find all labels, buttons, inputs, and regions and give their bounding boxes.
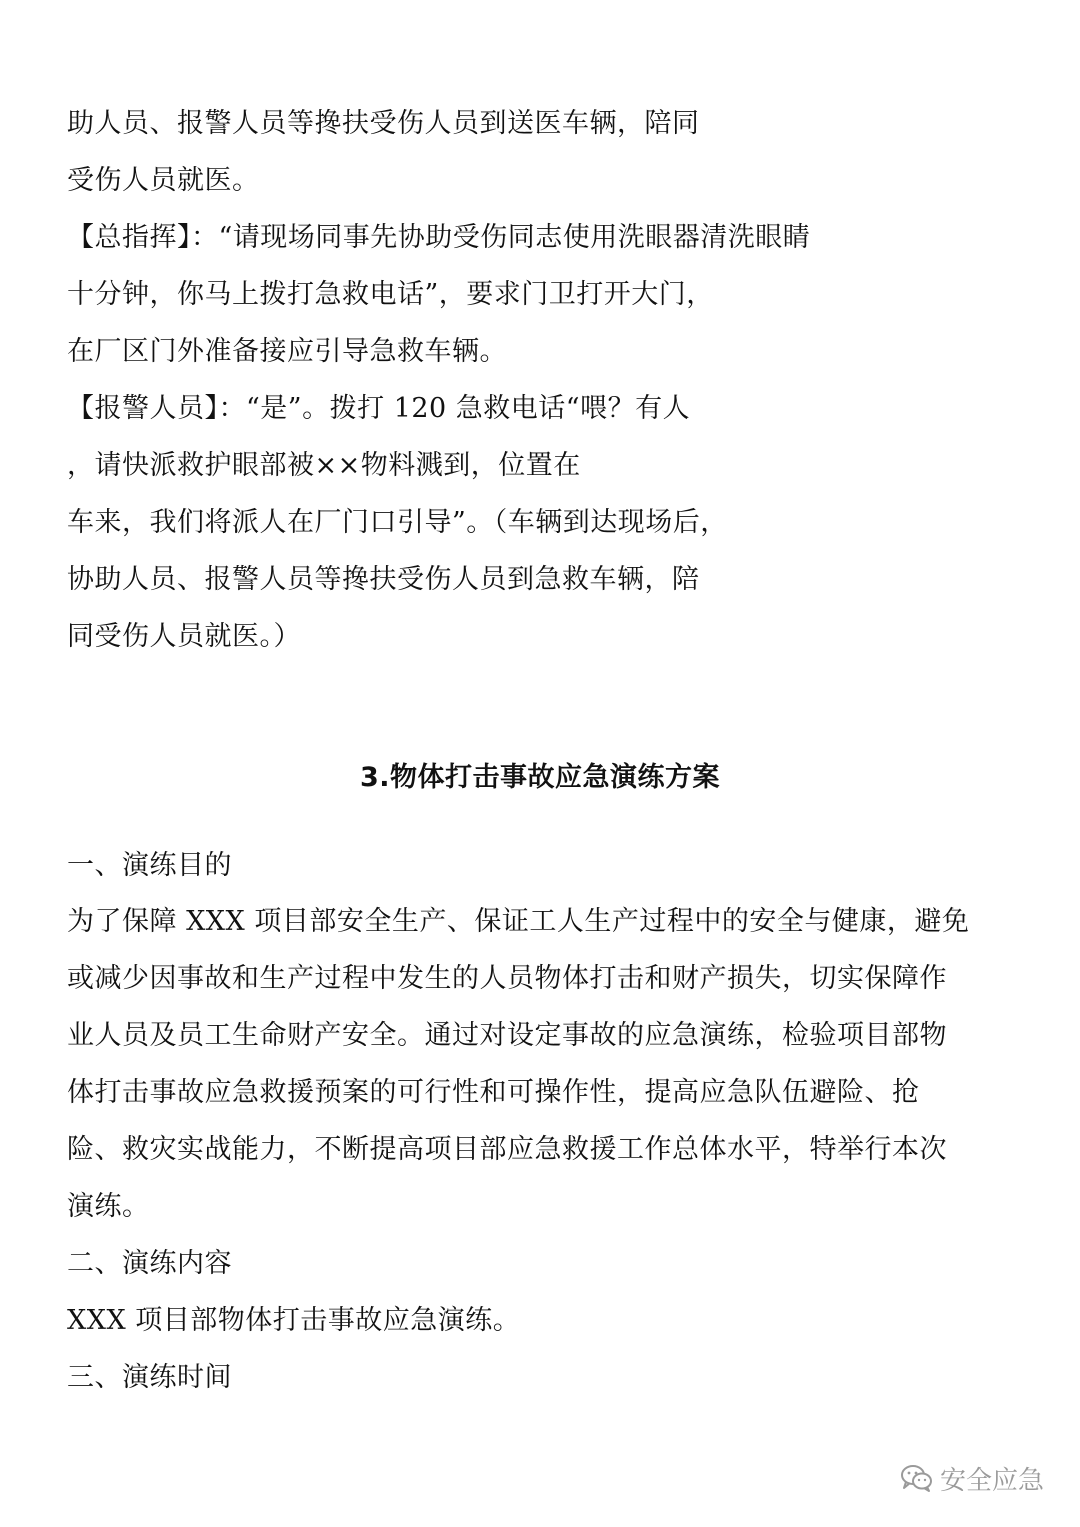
heading-content: 二、演练内容 [67,1248,232,1279]
paragraph-line: 助人员、报警人员等搀扶受伤人员到送医车辆，陪同 [67,108,700,139]
paragraph-line: 在厂区门外准备接应引导急救车辆。 [67,336,507,367]
paragraph-line: 车来，我们将派人在厂门口引导”。（车辆到达现场后， [67,507,728,538]
paragraph-line: 为了保障 XXX 项目部安全生产、保证工人生产过程中的安全与健康，避免 [67,906,970,937]
paragraph-line: 十分钟，你马上拨打急救电话”，要求门卫打开大门， [67,279,714,310]
heading-time: 三、演练时间 [67,1362,232,1393]
watermark-text: 安全应急 [939,1465,1044,1496]
paragraph-line: 演练。 [67,1191,150,1222]
paragraph-line: XXX 项目部物体打击事故应急演练。 [67,1305,521,1336]
heading-purpose: 一、演练目的 [67,850,232,881]
paragraph-line: ，请快派救护眼部被××物料溅到，位置在 [67,450,581,481]
paragraph-line: 或减少因事故和生产过程中发生的人员物体打击和财产损失，切实保障作 [67,963,947,994]
section-title: 3.物体打击事故应急演练方案 [359,762,721,793]
paragraph-line: 业人员及员工生命财产安全。通过对设定事故的应急演练，检验项目部物 [67,1020,947,1051]
paragraph-line: 【总指挥】：“请现场同事先协助受伤同志使用洗眼器清洗眼睛 [67,222,811,253]
paragraph-line: 协助人员、报警人员等搀扶受伤人员到急救车辆，陪 [67,564,700,595]
wechat-icon [900,1463,934,1493]
paragraph-line: 同受伤人员就医。） [67,621,301,652]
paragraph-line: 险、救灾实战能力，不断提高项目部应急救援工作总体水平，特举行本次 [67,1134,947,1165]
paragraph-line: 受伤人员就医。 [67,165,260,196]
paragraph-line: 【报警人员】：“是”。拨打 120 急救电话“喂？有人 [67,393,691,424]
paragraph-line: 体打击事故应急救援预案的可行性和可操作性，提高应急队伍避险、抢 [67,1077,920,1108]
watermark [900,1458,1044,1498]
